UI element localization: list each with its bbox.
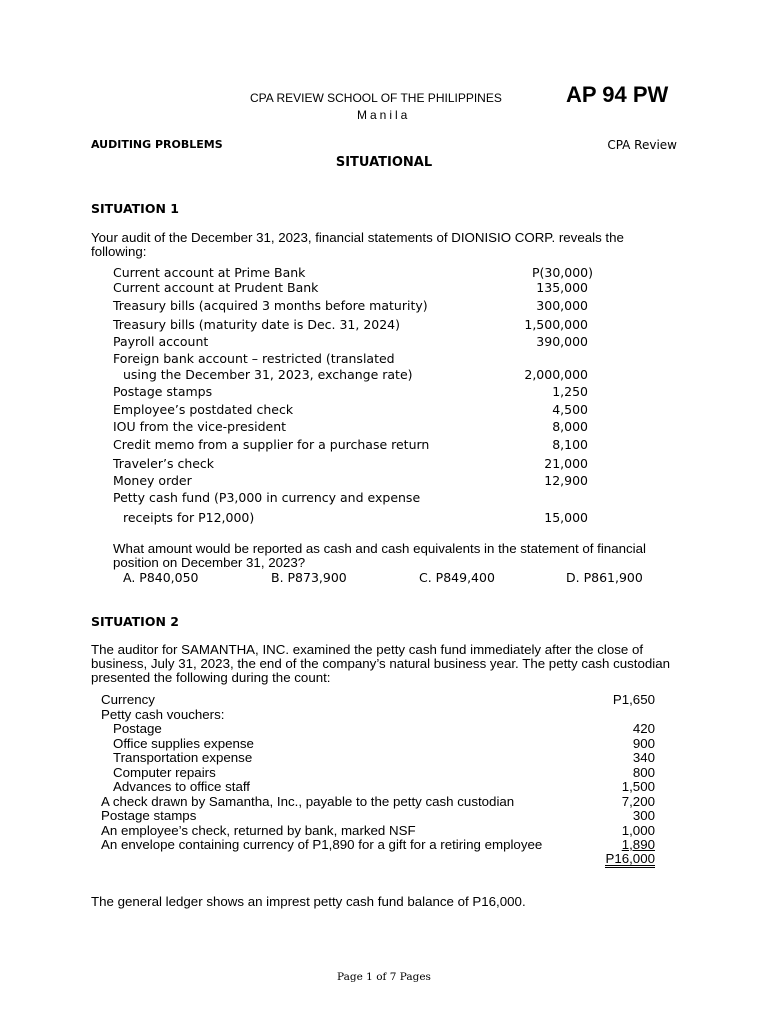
s2-item-label: Petty cash vouchers: <box>101 707 225 722</box>
s2-item-amount: 420 <box>632 721 655 736</box>
s1-item-label: Treasury bills (maturity date is Dec. 31, 2024) <box>113 317 401 332</box>
s2-total: P16,000 <box>605 851 655 866</box>
s1-item-label: Current account at Prudent Bank <box>113 280 319 295</box>
situation-1-heading: SITUATION 1 <box>91 201 179 216</box>
s2-item-label: Currency <box>101 692 155 707</box>
s1-item-amount: 12,900 <box>544 473 588 488</box>
review-label: CPA Review <box>607 138 677 152</box>
s2-item-amount: 340 <box>632 750 655 765</box>
subject-label: AUDITING PROBLEMS <box>91 138 223 151</box>
s1-item-amount: 8,100 <box>552 437 588 452</box>
page-number: Page 1 of 7 Pages <box>337 971 431 983</box>
s1-item-amount: 2,000,000 <box>524 367 588 382</box>
s1-item-label: Money order <box>113 473 192 488</box>
s1-item-amount: 1,500,000 <box>524 317 588 332</box>
s2-item-label: An envelope containing currency of P1,890 for a gift for a retiring employee <box>101 837 543 852</box>
s2-item-label: Postage stamps <box>101 808 197 823</box>
s2-item-label: Postage <box>113 721 162 736</box>
s1-item-amount: 21,000 <box>544 456 588 471</box>
s1-item-label: Postage stamps <box>113 384 213 399</box>
s1-item-label: Petty cash fund (P3,000 in currency and expense <box>113 490 421 505</box>
choice-b: B. P873,900 <box>271 570 347 585</box>
s2-item-amount: 800 <box>632 765 655 780</box>
s1-item-label-cont: using the December 31, 2023, exchange rate) <box>123 367 413 382</box>
section-title: SITUATIONAL <box>335 155 433 170</box>
situation-1-intro: Your audit of the December 31, 2023, financial statements of DIONISIO CORP. reveals the following: <box>91 230 624 259</box>
s1-item-label: Payroll account <box>113 334 209 349</box>
s2-item-label: An employee’s check, returned by bank, marked NSF <box>101 823 416 838</box>
choice-c: C. P849,400 <box>419 570 495 585</box>
s1-item-amount: 390,000 <box>536 334 588 349</box>
s1-item-label: IOU from the vice-president <box>113 419 287 434</box>
s1-item-label: Current account at Prime Bank <box>113 265 306 280</box>
s1-item-amount: 300,000 <box>536 298 588 313</box>
s1-item-amount: 8,000 <box>552 419 588 434</box>
s1-item-label: Foreign bank account – restricted (translated <box>113 351 395 366</box>
s1-item-label: Traveler’s check <box>113 456 215 471</box>
s2-item-amount: 1,890 <box>621 837 655 852</box>
s2-item-amount: P1,650 <box>612 692 655 707</box>
s2-item-amount: 1,000 <box>621 823 655 838</box>
s1-item-amount: 4,500 <box>552 402 588 417</box>
s2-item-amount: 7,200 <box>621 794 655 809</box>
s1-item-label-cont: receipts for P12,000) <box>123 510 255 525</box>
s2-item-label: Office supplies expense <box>113 736 254 751</box>
s1-item-label: Employee’s postdated check <box>113 402 294 417</box>
s2-item-amount: 1,500 <box>621 779 655 794</box>
ledger-note: The general ledger shows an imprest petty cash fund balance of P16,000. <box>91 894 526 909</box>
s2-item-label: Advances to office staff <box>113 779 250 794</box>
s2-item-amount: 900 <box>632 736 655 751</box>
s1-item-amount: 135,000 <box>536 280 588 295</box>
situation-2-heading: SITUATION 2 <box>91 614 179 629</box>
situation-2-intro: The auditor for SAMANTHA, INC. examined the petty cash fund immediately after the close of business, July 31, 2023, the end of the company’s natural business year. The petty cash custodian presented the following during the count: <box>91 642 671 685</box>
s1-item-amount: P(30,000) <box>531 265 593 280</box>
s2-item-label: Transportation expense <box>113 750 253 765</box>
school-name: CPA REVIEW SCHOOL OF THE PHILIPPINES <box>250 91 502 105</box>
document-code: AP 94 PW <box>566 82 669 107</box>
school-city: Manila <box>357 108 411 122</box>
s1-item-amount: 15,000 <box>544 510 588 525</box>
s2-item-label: A check drawn by Samantha, Inc., payable to the petty cash custodian <box>101 794 515 809</box>
s1-item-amount: 1,250 <box>552 384 588 399</box>
s2-item-amount: 300 <box>632 808 655 823</box>
choice-a: A. P840,050 <box>123 570 199 585</box>
situation-1-question: What amount would be reported as cash and cash equivalents in the statement of financial position on December 31, 2023? <box>113 541 646 570</box>
s1-item-label: Credit memo from a supplier for a purchase return <box>113 437 430 452</box>
choice-d: D. P861,900 <box>566 570 643 585</box>
s1-item-label: Treasury bills (acquired 3 months before maturity) <box>113 298 428 313</box>
s2-item-label: Computer repairs <box>113 765 216 780</box>
